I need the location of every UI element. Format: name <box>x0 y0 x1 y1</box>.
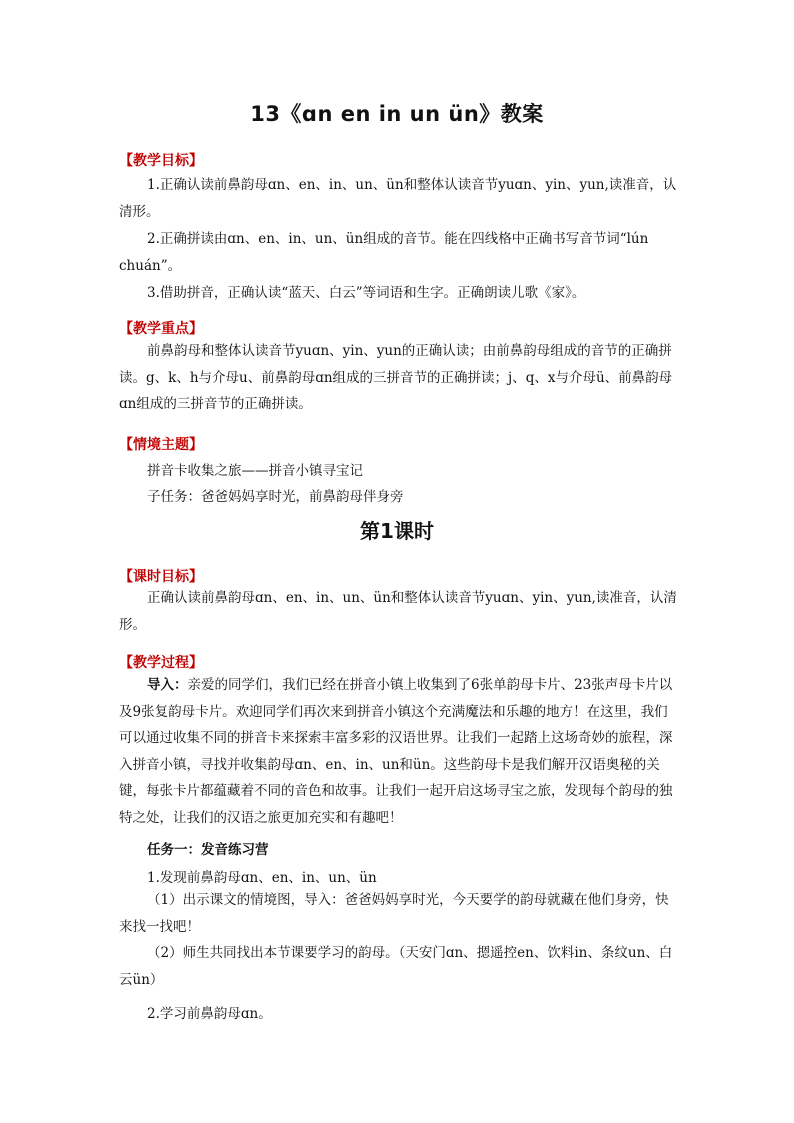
key-points-heading: 【教学重点】 <box>119 321 203 337</box>
theme-line-1: 拼音卡收集之旅——拼音小镇寻宝记 <box>147 463 363 479</box>
intro-text: 亲爱的同学们，我们已经在拼音小镇上收集到了6张单韵母卡片、23张声母卡片以及9张复韵母卡片。欢迎同学们再次来到拼音小镇这个充满魔法和乐趣的地方！在这里，我们可以通过收集不同的拼音卡来探索丰富多彩的汉语世界。让我们一起踏上这场奇妙的旅程，深入拼音小镇，寻找并收集韵母ɑn、en、in、un和ün。这些韵母卡是我们解开汉语奥秘的关键，每张卡片都蕴藏着不同的音色和故事。让我们一起开启这场寻宝之旅，发现每个韵母的独特之处，让我们的汉语之旅更加充实和有趣吧！ <box>119 677 673 826</box>
step-1b: （2）师生共同找出本节课要学习的韵母。（天安门ɑn、摁遥控en、饮料in、条纹un、白云ün） <box>119 945 673 988</box>
lesson-goal-heading: 【课时目标】 <box>119 569 203 585</box>
objectives-heading: 【教学目标】 <box>119 153 203 169</box>
objective-2: 2.正确拼读由ɑn、en、in、un、ün组成的音节。能在四线格中正确书写音节词“lún chuán”。 <box>119 231 649 274</box>
document-title: 13《ɑn en in un ün》教案 <box>250 102 544 126</box>
lesson-goal-text: 正确认读前鼻韵母ɑn、en、in、un、ün和整体认读音节yuɑn、yin、yun,读准音，认清形。 <box>119 590 677 633</box>
key-points-text: 前鼻韵母和整体认读音节yuɑn、yin、yun的正确认读；由前鼻韵母组成的音节的正确拼读。g、k、h与介母u、前鼻韵母ɑn组成的三拼音节的正确拼读；j、q、x与介母ü、前鼻韵母ɑn组成的三拼音节的正确拼读。 <box>119 343 673 412</box>
intro-label: 导入： <box>147 677 188 693</box>
theme-line-2: 子任务：爸爸妈妈享时光，前鼻韵母伴身旁 <box>147 489 404 505</box>
step-2: 2.学习前鼻韵母ɑn。 <box>147 1006 272 1022</box>
theme-heading: 【情境主题】 <box>119 437 203 453</box>
process-heading: 【教学过程】 <box>119 655 203 671</box>
step-1a: （1）出示课文的情境图，导入：爸爸妈妈享时光，今天要学的韵母就藏在他们身旁，快来找一找吧！ <box>119 892 669 935</box>
step-1: 1.发现前鼻韵母ɑn、en、in、un、ün <box>147 870 377 886</box>
lesson-title: 第1课时 <box>360 519 434 543</box>
task-1-heading: 任务一：发音练习营 <box>147 842 269 858</box>
objective-3: 3.借助拼音，正确认读“蓝天、白云”等词语和生字。正确朗读儿歌《家》。 <box>147 285 586 301</box>
objective-1: 1.正确认读前鼻韵母ɑn、en、in、un、ün和整体认读音节yuɑn、yin、yun,读准音，认清形。 <box>119 177 677 220</box>
intro-paragraph <box>119 672 679 831</box>
